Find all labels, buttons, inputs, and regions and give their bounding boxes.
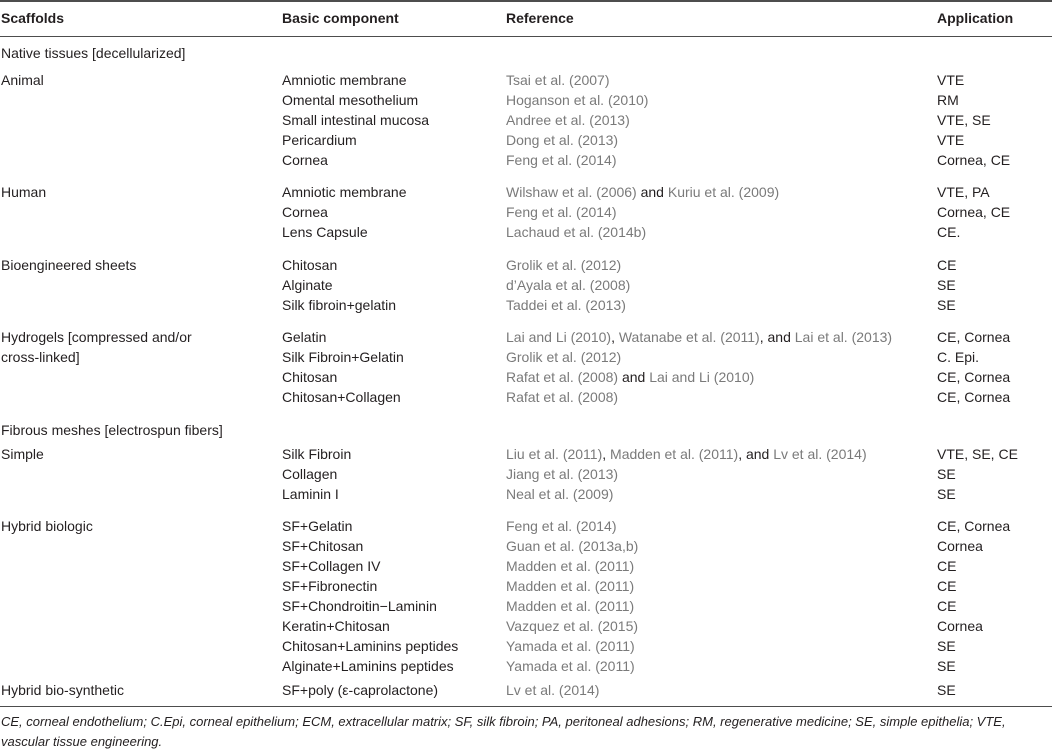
application-cell: C. Epi. [937,349,980,365]
reference-connector: , and [759,329,795,345]
reference-cell [506,110,630,130]
component-cell: SF+poly (ε-caprolactone) [282,682,439,698]
reference-link[interactable]: Wilshaw et al. (2006) [506,184,637,200]
application-cell: CE [937,598,957,614]
table-row [0,255,1052,275]
reference-link[interactable]: Feng et al. (2014) [506,204,617,220]
reference-cell [506,367,754,387]
reference-cell [506,616,638,636]
component-cell: Alginate+Laminins peptides [282,658,454,674]
reference-cell [506,516,617,536]
table-row [0,222,1052,242]
reference-link[interactable]: Rafat et al. (2008) [506,389,619,405]
table-footnote: CE, corneal endothelium; C.Epi, corneal epithelium; ECM, extracellular matrix; SF, silk fibroin; PA, peritoneal adhesions; RM, regenerative medicine; SE, simple epithelia; VTE, vascular tissue engineering. [1,714,1006,749]
reference-link[interactable]: Dong et al. (2013) [506,132,619,148]
reference-cell [506,536,638,556]
header-application: Application [937,10,1014,26]
reference-link[interactable]: Madden et al. (2011) [610,446,739,462]
reference-connector: and [636,184,668,200]
reference-link[interactable]: Lv et al. (2014) [506,682,600,698]
reference-cell [506,636,635,656]
table-row [0,70,1052,90]
reference-link[interactable]: Madden et al. (2011) [506,558,635,574]
reference-cell [506,255,621,275]
component-cell: Collagen [282,466,338,482]
header-rule [0,36,1052,37]
application-cell: VTE [937,132,965,148]
reference-connector: and [618,369,650,385]
application-cell: Cornea, CE [937,152,1011,168]
component-cell: SF+Gelatin [282,518,353,534]
component-cell: Chitosan+Laminins peptides [282,638,459,654]
reference-connector: , [602,446,611,462]
reference-link[interactable]: Lai et al. (2013) [794,329,893,345]
reference-cell [506,484,613,504]
reference-link[interactable]: Tsai et al. (2007) [506,72,610,88]
reference-connector: , and [738,446,774,462]
table-row [0,444,1052,464]
component-cell: Small intestinal mucosa [282,112,430,128]
reference-link[interactable]: Liu et al. (2011) [506,446,603,462]
scaffold-cell: cross-linked] [1,349,80,365]
reference-cell [506,464,618,484]
table-row [0,680,1052,700]
component-cell: Laminin I [282,486,339,502]
application-cell: CE [937,558,957,574]
table-row [0,387,1052,407]
application-cell: RM [937,92,959,108]
table-row [0,464,1052,484]
header-reference: Reference [506,10,574,26]
component-cell: Cornea [282,204,328,220]
table-row [0,656,1052,676]
table-row [0,43,1052,63]
reference-link[interactable]: Kuriu et al. (2009) [667,184,780,200]
table-row [0,484,1052,504]
scaffold-cell: Fibrous meshes [electrospun fibers] [1,422,223,438]
application-cell: SE [937,297,956,313]
reference-link[interactable]: Yamada et al. (2011) [506,658,635,674]
reference-link[interactable]: Lai and Li (2010) [506,329,612,345]
application-cell: SE [937,277,956,293]
reference-link[interactable]: Lv et al. (2014) [773,446,867,462]
application-cell: VTE [937,72,965,88]
application-cell: Cornea [937,538,983,554]
component-cell: Omental mesothelium [282,92,419,108]
reference-cell [506,295,626,315]
table-row [0,182,1052,202]
application-cell: SE [937,658,956,674]
table-row [0,516,1052,536]
reference-link[interactable]: d’Ayala et al. (2008) [506,277,631,293]
scaffold-cell: Hybrid biologic [1,518,93,534]
reference-link[interactable]: Vazquez et al. (2015) [506,618,639,634]
reference-link[interactable]: Lai and Li (2010) [649,369,755,385]
application-cell: SE [937,682,956,698]
bottom-rule [0,706,1052,707]
application-cell: VTE, SE, CE [937,446,1018,462]
table-row [0,295,1052,315]
application-cell: CE, Cornea [937,369,1011,385]
application-cell: SE [937,486,956,502]
reference-cell [506,327,892,347]
table-row [0,202,1052,222]
reference-link[interactable]: Taddei et al. (2013) [506,297,626,313]
header-scaffolds: Scaffolds [1,10,65,26]
component-cell: Cornea [282,152,328,168]
header-basic-component: Basic component [282,10,399,26]
reference-cell [506,202,617,222]
scaffold-cell: Simple [1,446,44,462]
reference-link[interactable]: Guan et al. (2013a,b) [506,538,639,554]
component-cell: Pericardium [282,132,357,148]
reference-cell [506,556,634,576]
scaffold-cell: Hydrogels [compressed and/or [1,329,192,345]
component-cell: Chitosan+Collagen [282,389,401,405]
application-cell: CE. [937,224,961,240]
table-row [0,636,1052,656]
component-cell: Keratin+Chitosan [282,618,390,634]
reference-link[interactable]: Feng et al. (2014) [506,518,617,534]
reference-cell [506,347,621,367]
reference-link[interactable]: Hoganson et al. (2010) [506,92,649,108]
table-row [0,327,1052,347]
reference-cell [506,576,634,596]
component-cell: SF+Chitosan [282,538,364,554]
application-cell: Cornea [937,618,983,634]
table-row [0,556,1052,576]
application-cell: SE [937,638,956,654]
scaffold-cell: Hybrid bio-synthetic [1,682,124,698]
reference-cell [506,275,630,295]
reference-cell [506,444,867,464]
reference-link[interactable]: Madden et al. (2011) [506,598,635,614]
reference-connector: , [611,329,619,345]
table-row [0,420,1052,440]
component-cell: Gelatin [282,329,327,345]
scaffold-cell: Native tissues [decellularized] [1,45,186,61]
component-cell: Silk Fibroin [282,446,352,462]
application-cell: Cornea, CE [937,204,1011,220]
reference-link[interactable]: Rafat et al. (2008) [506,369,619,385]
reference-link[interactable]: Madden et al. (2011) [506,578,635,594]
application-cell: VTE, PA [937,184,990,200]
scaffold-cell: Human [1,184,47,200]
table-row [0,275,1052,295]
component-cell: Alginate [282,277,333,293]
reference-cell [506,70,610,90]
reference-link[interactable]: Jiang et al. (2013) [506,466,619,482]
reference-cell [506,130,618,150]
application-cell: CE [937,578,957,594]
component-cell: Silk fibroin+gelatin [282,297,397,313]
table-row [0,130,1052,150]
application-cell: CE [937,257,957,273]
component-cell: Lens Capsule [282,224,368,240]
reference-cell [506,596,634,616]
reference-cell [506,150,617,170]
reference-cell [506,680,599,700]
component-cell: SF+Chondroitin−Laminin [282,598,437,614]
reference-cell [506,656,635,676]
table-row [0,576,1052,596]
table-row [0,90,1052,110]
scaffold-cell: Bioengineered sheets [1,257,137,273]
scaffold-cell: Animal [1,72,44,88]
reference-link[interactable]: Yamada et al. (2011) [506,638,635,654]
table-row [0,616,1052,636]
table-row [0,347,1052,367]
reference-link[interactable]: Andree et al. (2013) [506,112,630,128]
reference-link[interactable]: Lachaud et al. (2014b) [506,224,647,240]
component-cell: Chitosan [282,369,338,385]
table-row [0,110,1052,130]
component-cell: SF+Collagen IV [282,558,381,574]
table-row [0,150,1052,170]
component-cell: Silk Fibroin+Gelatin [282,349,404,365]
component-cell: Amniotic membrane [282,184,407,200]
table-row [0,536,1052,556]
reference-link[interactable]: Grolik et al. (2012) [506,257,622,273]
table-row [0,367,1052,387]
application-cell: SE [937,466,956,482]
reference-link[interactable]: Grolik et al. (2012) [506,349,622,365]
application-cell: VTE, SE [937,112,991,128]
component-cell: Chitosan [282,257,338,273]
top-rule [0,0,1052,2]
application-cell: CE, Cornea [937,329,1011,345]
table-row [0,596,1052,616]
application-cell: CE, Cornea [937,518,1011,534]
reference-cell [506,387,618,407]
reference-cell [506,182,779,202]
application-cell: CE, Cornea [937,389,1011,405]
component-cell: SF+Fibronectin [282,578,378,594]
reference-cell [506,90,648,110]
reference-link[interactable]: Watanabe et al. (2011) [618,329,760,345]
component-cell: Amniotic membrane [282,72,407,88]
reference-cell [506,222,646,242]
reference-link[interactable]: Feng et al. (2014) [506,152,617,168]
table-header [0,8,1052,28]
reference-link[interactable]: Neal et al. (2009) [506,486,614,502]
